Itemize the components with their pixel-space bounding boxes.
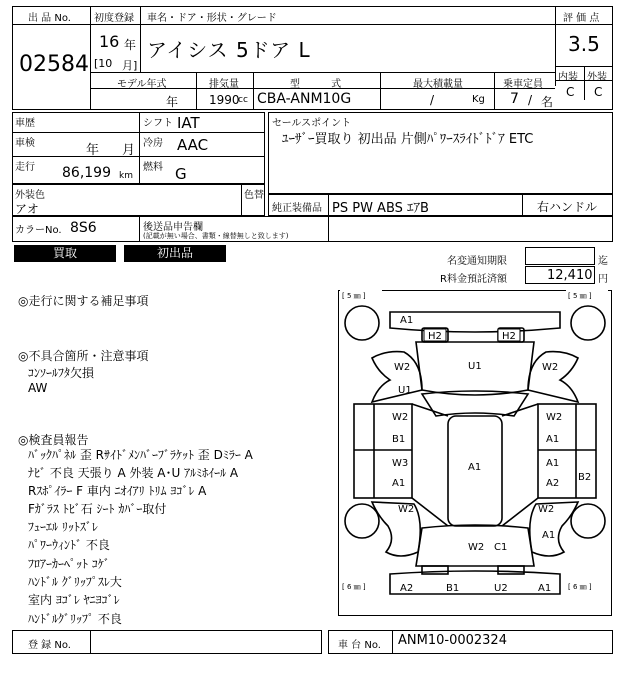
front-fender-right <box>528 352 578 402</box>
defect-item: ｺﾝｿｰﾙﾌﾀ欠損 <box>28 366 95 380</box>
inspector-item: ﾌﾛｱｰｶｰﾍﾟｯﾄ ｺｹﾞ <box>28 557 110 571</box>
mileage: 86,199 <box>62 165 111 181</box>
color-change-label: 色替 <box>244 190 264 201</box>
tire-depth-rr: [ 6 ㎜ ] <box>568 583 592 591</box>
type-label: 型 式 <box>290 79 356 90</box>
recycle-value: 12,410 <box>547 268 593 283</box>
inspector-item: ﾊﾞｯｸﾊﾟﾈﾙ 歪 Rｻｲﾄﾞﾒﾝﾊﾞｰﾌﾞﾗｹｯﾄ 歪 Dﾐﾗｰ A <box>28 448 253 462</box>
inspection-label: 車検 <box>15 138 35 149</box>
mark-u1-fl: U1 <box>398 385 412 396</box>
name-change-unit: 迄 <box>598 256 608 267</box>
mark-a1-bottom: A1 <box>538 583 552 594</box>
docs-note: (記載が無い場合、書類・線替無しと致します) <box>143 232 289 240</box>
badge-first-listing: 初出品 <box>124 245 226 262</box>
interior-label: 内装 <box>558 72 578 83</box>
docs-label: 後送品申告欄 <box>143 222 203 233</box>
badge-buyback: 買取 <box>14 245 116 262</box>
mark-a1-ld2: A1 <box>392 478 406 489</box>
mark-a2-bottom: A2 <box>400 583 414 594</box>
exterior-grade: C <box>594 85 603 99</box>
tire-depth-fl: [ 5 ㎜ ] <box>342 292 366 300</box>
first-reg-month-unit: 月] <box>122 59 138 72</box>
inspector-item: ﾌｭｰｴﾙ ﾘｯﾄｽﾞﾚ <box>28 520 98 534</box>
inspector-item: ﾊﾝﾄﾞﾙｸﾞﾘｯﾌﾟ 不良 <box>28 612 122 626</box>
history-label: 車歴 <box>15 118 35 129</box>
equipment-label: 純正装備品 <box>272 203 322 214</box>
mark-h2-right: H2 <box>502 331 516 342</box>
inspector-item: 室内 ﾖｺﾞﾚ ﾔﾆﾖｺﾞﾚ <box>28 593 120 607</box>
mark-u2-bottom: U2 <box>494 583 508 594</box>
mark-b2-right: B2 <box>578 472 592 483</box>
color-frame <box>12 184 265 216</box>
max-load-unit: Kg <box>472 94 485 105</box>
front-bumper <box>390 312 560 332</box>
capacity-unit: 名 <box>541 95 554 109</box>
mark-a1-rd2: A1 <box>546 458 560 469</box>
name-change-label: 名変通知期限 <box>447 256 507 267</box>
displacement-label: 排気量 <box>209 79 239 90</box>
tire-depth-rl: [ 6 ㎜ ] <box>342 583 366 591</box>
shift: IAT <box>177 114 200 132</box>
mark-w2-rl: W2 <box>398 504 415 515</box>
colorno-frame <box>12 216 613 242</box>
model-year-unit: 年 <box>166 95 179 109</box>
tire-depth-fr: [ 5 ㎜ ] <box>568 292 592 300</box>
tire-rear-left <box>345 504 379 538</box>
mark-w2-rd1: W2 <box>546 412 563 423</box>
mileage-unit: km <box>119 171 133 181</box>
exterior-label: 外装 <box>587 72 607 83</box>
model-name: アイシス 5ドア L <box>147 38 311 62</box>
fuel-label: 燃料 <box>143 162 163 173</box>
sales-point: ﾕｰｻﾞｰ買取り 初出品 片側ﾊﾟﾜｰｽﾗｲﾄﾞﾄﾞｱ ETC <box>282 132 534 147</box>
capacity: 7 <box>510 91 519 107</box>
displacement-unit: cc <box>238 95 248 105</box>
mark-a1-front: A1 <box>400 315 414 326</box>
chassis-label: 車 台 No. <box>338 640 381 651</box>
inspector-item: ﾊﾟﾜｰｳｨﾝﾄﾞ 不良 <box>28 538 110 552</box>
model-name-label: 車名・ドア・形状・グレード <box>147 13 277 24</box>
tire-front-left <box>345 306 379 340</box>
recycle-unit: 円 <box>598 274 608 285</box>
lot-no-label: 出 品 No. <box>28 13 71 24</box>
mark-w2-rear: W2 <box>468 542 485 553</box>
inspector-item: Fｶﾞﾗｽ ﾄﾋﾞ石 ｼｰﾄ ｶﾊﾞｰ取付 <box>28 502 167 516</box>
tire-rear-right <box>571 504 605 538</box>
chassis-no: ANM10-0002324 <box>398 633 507 648</box>
interior-grade: C <box>566 85 575 99</box>
mark-w3-ld2: W3 <box>392 458 409 469</box>
tail-lamp-right <box>498 566 524 574</box>
mark-b1-ld1: B1 <box>392 434 406 445</box>
inspector-title: ◎検査員報告 <box>18 433 89 447</box>
car-diagram <box>338 290 612 616</box>
sales-point-label: セールスポイント <box>272 118 352 129</box>
name-change-box <box>525 247 595 265</box>
inspection-month-unit: 月 <box>122 143 136 158</box>
mileage-label: 走行 <box>15 162 35 173</box>
first-reg-year-unit: 年 <box>124 38 137 52</box>
mark-a1-rd1: A1 <box>546 434 560 445</box>
mark-a2-rd2: A2 <box>546 478 560 489</box>
inspection-year-unit: 年 <box>86 143 100 158</box>
first-reg-label: 初度登録 <box>94 13 134 24</box>
tire-front-right <box>571 306 605 340</box>
color-no: 8S6 <box>70 220 97 236</box>
first-reg-month: [10 <box>94 57 113 70</box>
mark-w2-fl: W2 <box>394 362 411 373</box>
color-no-label: カラーNo. <box>15 225 62 236</box>
inspector-item: ﾊﾝﾄﾞﾙ ｸﾞﾘｯﾌﾟｽﾚ大 <box>28 575 122 589</box>
lot-no: 02584 <box>19 52 89 77</box>
mark-a1-rr: A1 <box>542 530 556 541</box>
mark-b1-bottom: B1 <box>446 583 460 594</box>
mark-w2-rr: W2 <box>538 504 555 515</box>
mark-w2-ld1: W2 <box>392 412 409 423</box>
fuel: G <box>175 165 187 183</box>
model-year-label: モデル年式 <box>117 79 167 90</box>
mark-a1-roof: A1 <box>468 462 482 473</box>
ac: AAC <box>177 136 209 154</box>
capacity-sep: / <box>528 93 533 107</box>
steering: 右ハンドル <box>537 200 598 214</box>
driving-title: ◎走行に関する補足事項 <box>18 294 149 308</box>
mark-h2-left: H2 <box>428 331 442 342</box>
ext-color: アオ <box>15 202 39 216</box>
front-fender-left <box>372 352 422 402</box>
first-reg-year: 16 <box>99 32 120 51</box>
ext-color-label: 外装色 <box>15 190 45 201</box>
shift-label: シフト <box>143 118 173 129</box>
displacement: 1990 <box>209 93 240 107</box>
defects-title: ◎不具合箇所・注意事項 <box>18 349 149 363</box>
mark-c1-rear: C1 <box>494 542 508 553</box>
defect-item: AW <box>28 381 48 395</box>
ac-label: 冷房 <box>143 138 163 149</box>
vehicle-type: CBA-ANM10G <box>257 91 352 107</box>
rear-bumper <box>390 571 560 594</box>
score-label: 評 価 点 <box>563 13 600 24</box>
inspector-item: ﾅﾋﾞ 不良 天張り A 外装 A･U ｱﾙﾐﾎｲｰﾙ A <box>28 466 239 480</box>
max-load-label: 最大積載量 <box>413 79 463 90</box>
score: 3.5 <box>568 32 600 56</box>
mark-u1-hood: U1 <box>468 361 482 372</box>
inspector-item: Rｽﾎﾟｲﾗｰ F 車内 ﾆｵｲｱﾘ ﾄﾘﾑ ﾖｺﾞﾚ A <box>28 484 207 498</box>
equipment: PS PW ABS ｴｱB <box>332 201 429 216</box>
capacity-label: 乗車定員 <box>503 79 543 90</box>
mark-w2-fr: W2 <box>542 362 559 373</box>
recycle-label: R料金預託済額 <box>440 274 507 285</box>
max-load: / <box>430 93 435 107</box>
reg-no-label: 登 録 No. <box>28 640 71 651</box>
